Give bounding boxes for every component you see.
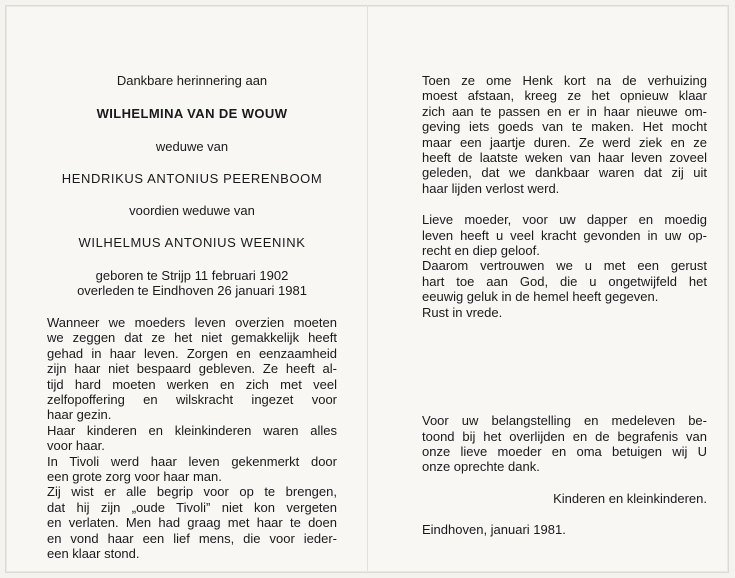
text-line: recht en diep geloof. — [422, 243, 540, 259]
deceased-name: WILHELMINA VAN DE WOUW — [96, 106, 288, 121]
right-body-text-1 — [422, 73, 707, 196]
text-line: geleden, dat we dankbaar waren dat zij uit — [422, 165, 707, 181]
left-page — [47, 73, 337, 562]
text-line: tijd hard moeten werken en zich met veel — [47, 376, 337, 392]
text-line: zijn haar niet bespaard gebleven. Ze heeft al- — [47, 361, 337, 377]
text-line: Toen ze ome Henk kort na de verhuizing — [422, 73, 707, 88]
signature: Kinderen en kleinkinderen. — [553, 490, 707, 506]
intro-line: Dankbare herinnering aan — [116, 73, 268, 88]
text-line: dat hij zijn „oude Tivoli” niet kon vergeten — [47, 499, 337, 515]
widow-of-line: weduwe van — [155, 139, 229, 154]
text-line: onze lieve moeder en oma betuigen wij U — [422, 443, 707, 459]
text-line: maar een jaartje duren. Ze werd ziek en ze — [422, 134, 707, 150]
previously-widow-line: voordien weduwe van — [129, 203, 255, 218]
left-body-text — [47, 315, 337, 562]
text-line: zich aan te passen en er in haar nieuwe om- — [422, 103, 707, 119]
text-line: eeuwig geluk in de hemel heeft gegeven. — [422, 289, 659, 305]
text-line: Wanneer we moeders leven overzien moeten — [47, 315, 337, 330]
card-header — [47, 73, 337, 298]
husband-name: HENDRIKUS ANTONIUS PEERENBOOM — [61, 171, 323, 186]
first-husband-name: WILHELMUS ANTONIUS WEENINK — [78, 235, 306, 250]
text-line: Daarom vertrouwen we u met een gerust — [422, 258, 707, 274]
text-line: In Tivoli werd haar leven gekenmerkt door — [47, 453, 337, 469]
text-line: en verlaten. Men had graag met haar te doen — [47, 515, 337, 531]
text-line: en vond haar een lief mens, die voor ieder- — [47, 530, 337, 546]
right-body-text-3 — [422, 413, 707, 475]
text-line: heeft de laatste weken van haar leven zoveel — [422, 150, 707, 166]
text-line: haar gezin. — [47, 407, 112, 423]
text-line: moest afstaan, kreeg ze het opnieuw klaar — [422, 88, 707, 104]
birth-line: geboren te Strijp 11 februari 1902 — [95, 268, 289, 283]
text-line: Rust in vrede. — [422, 304, 503, 320]
text-line: we zeggen dat ze het niet gemakkelijk heeft — [47, 330, 337, 346]
text-line: gehad in haar leven. Zorgen en eenzaamheid — [47, 345, 337, 361]
text-line: hart toe aan God, die u ongetwijfeld het — [422, 273, 707, 289]
text-line: leven heeft u veel kracht gevonden in uw op- — [422, 227, 707, 243]
text-line: zelfopoffering en wilskracht ingezet voor — [47, 392, 337, 408]
text-line: Zij wist er alle begrip voor op te brengen, — [47, 484, 337, 500]
right-body-text-2 — [422, 212, 707, 320]
text-line: Voor uw belangstelling en medeleven be- — [422, 413, 707, 429]
text-line: onze oprechte dank. — [422, 459, 540, 475]
place-date: Eindhoven, januari 1981. — [422, 522, 566, 538]
right-page — [422, 73, 707, 538]
text-line: een klaar stond. — [47, 546, 140, 562]
text-line: Haar kinderen en kleinkinderen waren alles — [47, 422, 337, 438]
text-line: geving iets goeds van te maken. Het mocht — [422, 119, 707, 135]
death-line: overleden te Eindhoven 26 januari 1981 — [77, 283, 307, 298]
text-line: toond bij het overlijden en de begrafenis van — [422, 428, 707, 444]
text-line: voor haar. — [47, 438, 105, 454]
text-line: haar lijden verlost werd. — [422, 180, 560, 196]
card-fold-line — [367, 5, 368, 571]
text-line: Lieve moeder, voor uw dapper en moedig — [422, 212, 707, 228]
text-line: een grote zorg voor haar man. — [47, 469, 222, 485]
